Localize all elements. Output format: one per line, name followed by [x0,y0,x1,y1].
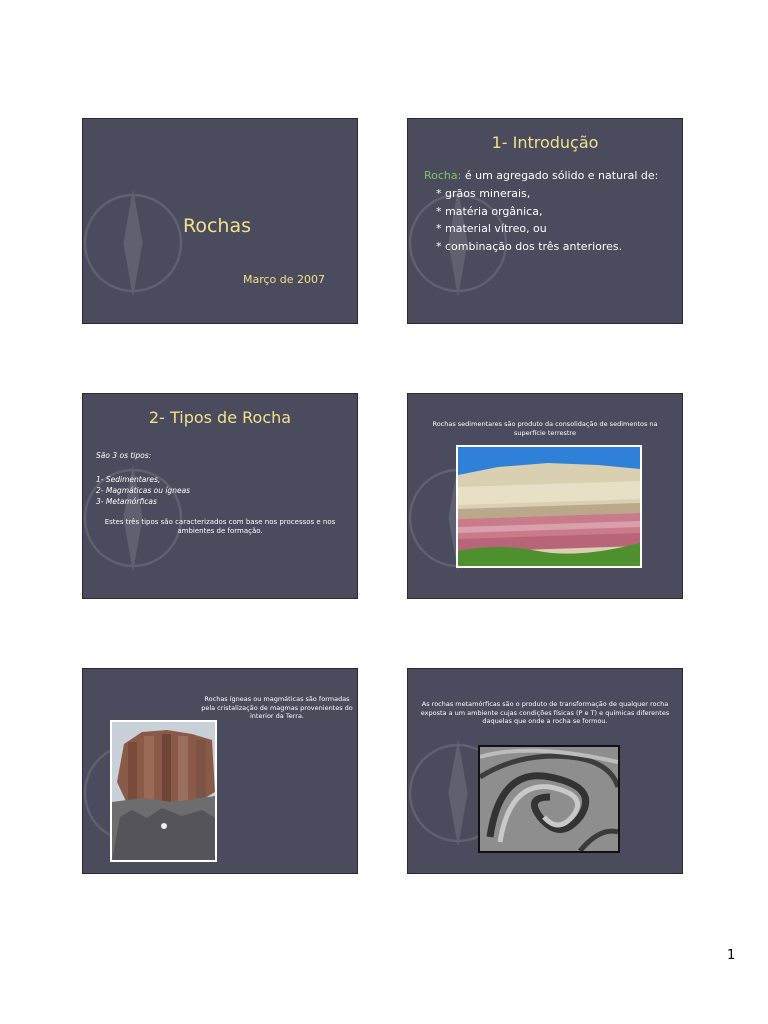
definition-list [436,185,622,255]
presentation-title: Rochas [183,215,252,237]
slide-metamorphic [407,668,683,874]
igneous-rock-photo [110,720,217,862]
list-item: * grãos minerais, [436,187,531,200]
list-item: 2- Magmáticas ou ígneas [96,486,191,495]
definition-line [424,169,658,182]
slide-title [82,118,358,324]
slide-caption: As rochas metamórficas são o produto de transformação de qualquer rocha exposta a um ambiente cujas condições físicas (P e T) e químicas diferentes daquelas que onde a rocha se formou. [420,700,670,725]
slide-caption: Rochas ígneas ou magmáticas são formadas pela cristalização de magmas provenientes do interior da Terra. [201,695,353,720]
metamorphic-rock-photo [478,745,620,853]
slide-heading: 2- Tipos de Rocha [148,408,292,427]
presentation-date: Março de 2007 [243,273,326,286]
list-item: * combinação dos três anteriores. [436,239,623,253]
slide-rock-types [82,393,358,599]
types-lead: São 3 os tipos: [96,451,152,460]
list-item: 3- Metamórficas [96,497,157,506]
compass-watermark-icon [82,183,193,303]
page-number: 1 [727,948,736,963]
sedimentary-rock-photo [456,445,642,568]
types-list [96,474,190,507]
slide-sedimentary [407,393,683,599]
list-item: * material vítreo, ou [436,222,547,235]
types-note: Estes três tipos são caracterizados com base nos processos e nos ambientes de formação. [104,518,336,535]
definition-text: é um agregado sólido e natural de: [461,169,659,182]
slide-heading: 1- Introdução [491,133,599,152]
definition-term: Rocha: [424,169,462,182]
list-item: * matéria orgânica, [436,204,543,218]
list-item: 1- Sedimentares, [96,475,161,484]
slide-igneous [82,668,358,874]
slide-introduction [407,118,683,324]
slide-caption: Rochas sedimentares são produto da consolidação de sedimentos na superfície terrestre [432,420,658,437]
